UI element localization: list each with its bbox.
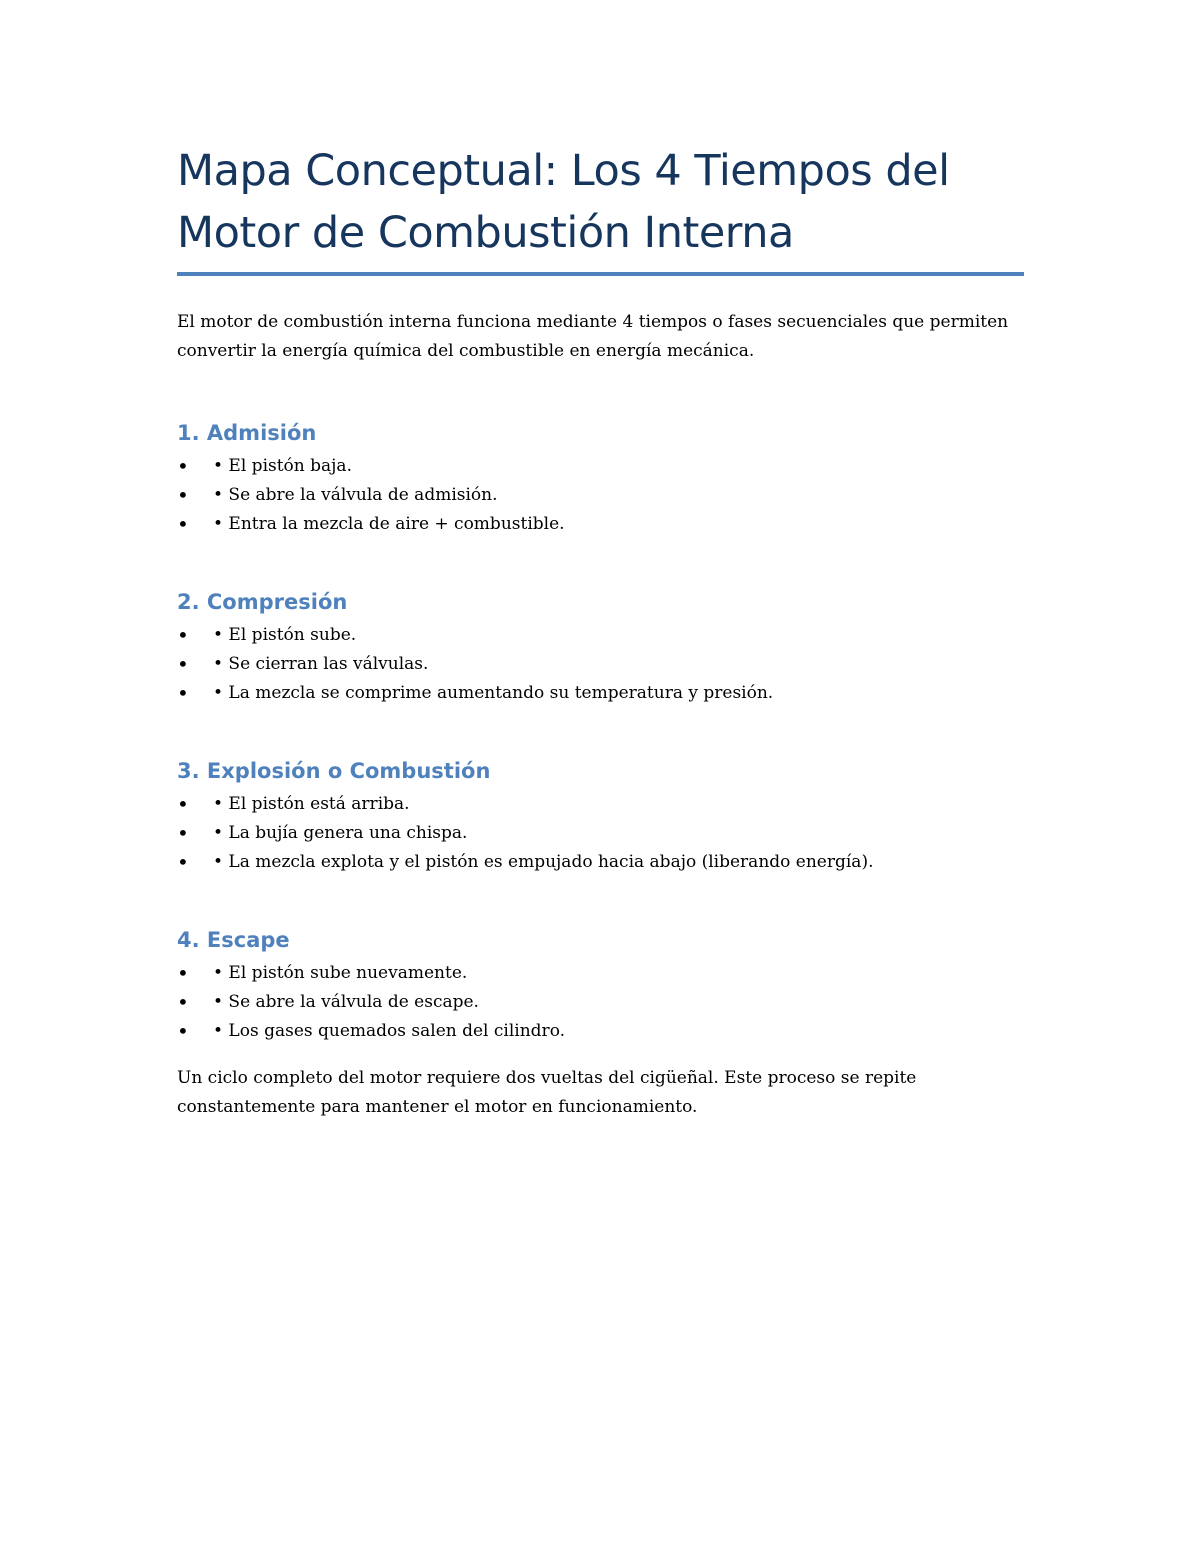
section-heading: 3. Explosión o Combustión xyxy=(177,759,491,783)
list-item: • • La bujía genera una chispa. xyxy=(177,819,1024,848)
section-heading: 4. Escape xyxy=(177,928,290,952)
section xyxy=(177,418,1024,539)
list-item: • • El pistón está arriba. xyxy=(177,790,1024,819)
list-item: • • Se cierran las válvulas. xyxy=(177,650,1024,679)
list-item: • • El pistón sube nuevamente. xyxy=(177,959,1024,988)
list-item: • • Se abre la válvula de escape. xyxy=(177,988,1024,1017)
list-item: • • El pistón sube. xyxy=(177,621,1024,650)
list-item: • • La mezcla explota y el pistón es empujado hacia abajo (liberando energía). xyxy=(177,848,1024,877)
list-item: • • Se abre la válvula de admisión. xyxy=(177,481,1024,510)
intro-paragraph: El motor de combustión interna funciona mediante 4 tiempos o fases secuenciales que permiten convertir la energía química del combustible en energía mecánica. xyxy=(177,312,1009,361)
document-page xyxy=(177,140,1024,1122)
document-title: Mapa Conceptual: Los 4 Tiempos del Motor de Combustión Interna xyxy=(177,140,1024,276)
bullet-list xyxy=(177,621,1024,708)
section xyxy=(177,756,1024,877)
list-item: • • La mezcla se comprime aumentando su temperatura y presión. xyxy=(177,679,1024,708)
section-heading: 2. Compresión xyxy=(177,590,348,614)
bullet-list xyxy=(177,452,1024,539)
section-heading: 1. Admisión xyxy=(177,421,317,445)
conclusion-paragraph: Un ciclo completo del motor requiere dos vueltas del cigüeñal. Este proceso se repite constantemente para mantener el motor en funcionamiento. xyxy=(177,1068,917,1117)
bullet-list xyxy=(177,790,1024,877)
list-item: • • Entra la mezcla de aire + combustible. xyxy=(177,510,1024,539)
list-item: • • Los gases quemados salen del cilindro. xyxy=(177,1017,1024,1046)
section xyxy=(177,925,1024,1046)
list-item: • • El pistón baja. xyxy=(177,452,1024,481)
section xyxy=(177,587,1024,708)
bullet-list xyxy=(177,959,1024,1046)
